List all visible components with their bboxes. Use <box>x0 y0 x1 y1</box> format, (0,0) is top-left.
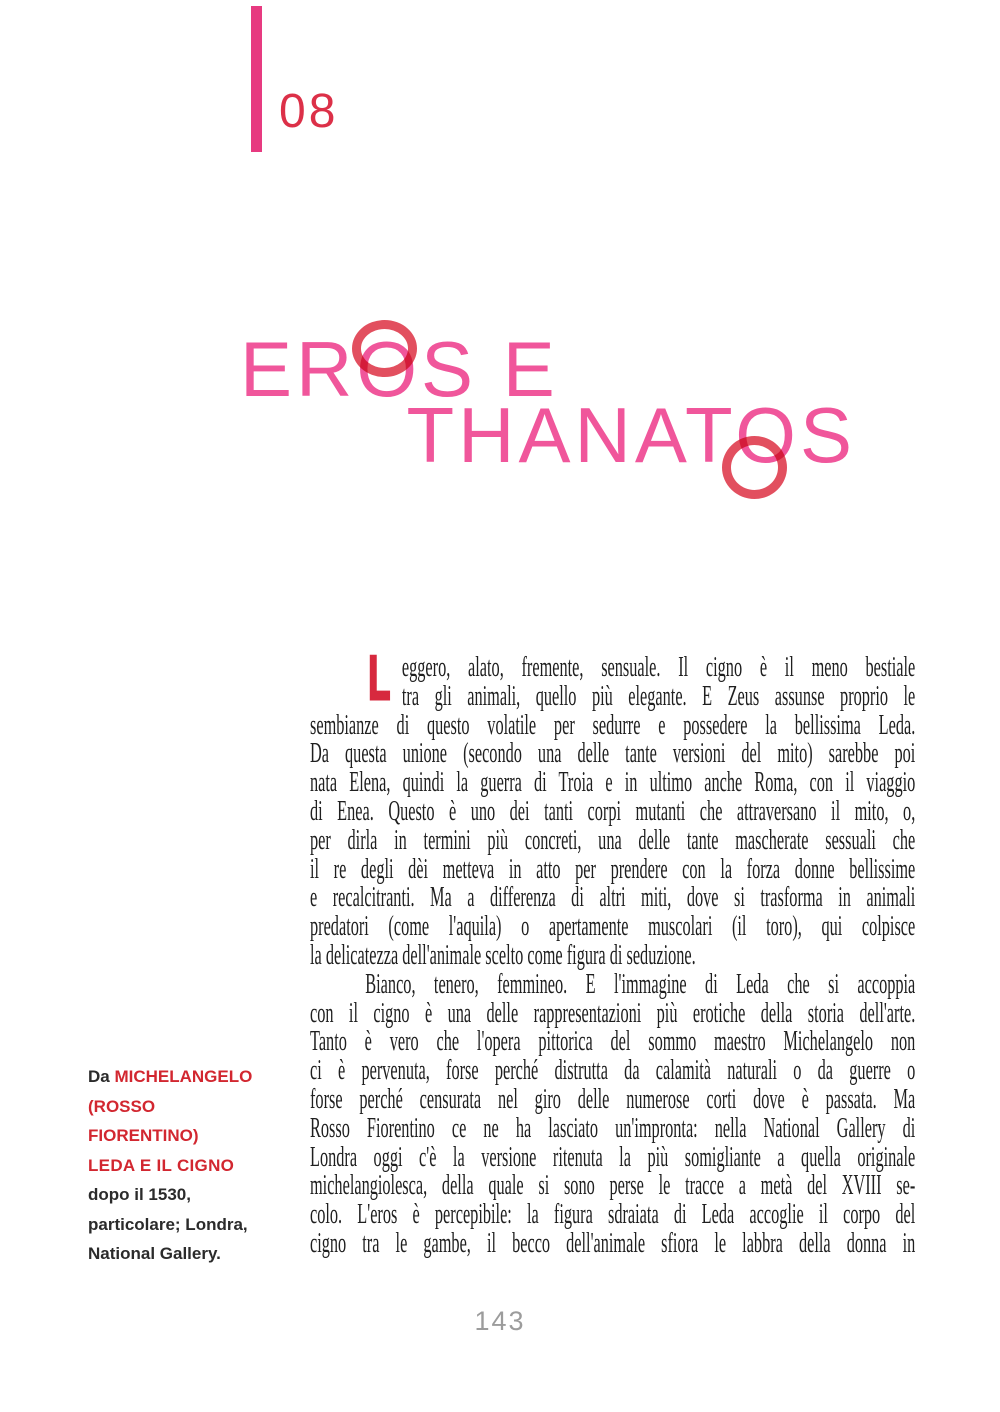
body-text-line: nata Elena, quindi la guerra di Troia e in ultimo anche Roma, con il viaggio <box>310 767 916 799</box>
body-text-line: Londra oggi c'è la versione ritenuta la più somigliante a quella originale <box>310 1141 916 1173</box>
caption-artwork-title: LEDA E IL CIGNO <box>88 1155 235 1175</box>
dropcap-letter: L <box>368 644 391 713</box>
caption-line-artist: FIORENTINO) <box>88 1126 199 1145</box>
body-text-line: Bianco, tenero, femmineo. E l'immagine di Leda che si accoppia <box>365 968 916 1000</box>
body-text-line: tra gli animali, quello più elegante. E Zeus assunse proprio le <box>401 680 916 712</box>
body-text-line: il re degli dèi metteva in atto per prendere con la forza donne bellissime <box>310 853 916 885</box>
artwork-caption <box>88 1062 288 1269</box>
body-text-line: sembianze di questo volatile per sedurre e possedere la bellissima Leda. <box>310 709 916 741</box>
caption-line-artist: Da MICHELANGELO <box>88 1067 253 1086</box>
body-text-line: predatori (come l'aquila) o apertamente muscolari (il toro), qui colpisce <box>310 911 916 943</box>
body-text-line: cigno tra le gambe, il becco dell'animale sfiora le labbra della donna in <box>310 1227 916 1259</box>
caption-line-artist: (ROSSO <box>88 1096 156 1116</box>
body-text-line: ci è pervenuta, forse perché distrutta da calamità naturali o da guerre o <box>310 1055 916 1087</box>
body-text-line: e recalcitranti. Ma a differenza di altri miti, dove si trasforma in animali <box>310 882 916 914</box>
red-ring-ornament-eros <box>352 320 417 377</box>
body-text-line: Rosso Fiorentino ce ne ha lasciato un'impronta: nella National Gallery di <box>310 1112 916 1144</box>
body-text-line: colo. L'eros è percepibile: la figura sdraiata di Leda accoglie il corpo del <box>310 1199 916 1231</box>
caption-detail: National Gallery. <box>88 1244 221 1263</box>
chapter-accent-bar <box>251 6 262 152</box>
caption-detail: dopo il 1530, <box>88 1185 191 1204</box>
page-number: 143 <box>474 1306 526 1336</box>
red-ring-ornament-thanatos <box>722 436 787 499</box>
body-text-column <box>310 644 916 1259</box>
body-text-line: forse perché censurata nel giro delle numerose corti dove è passata. Ma <box>310 1083 916 1115</box>
caption-detail: particolare; Londra, <box>88 1214 248 1234</box>
body-text-line: con il cigno è una delle rappresentazioni più erotiche della storia dell'arte. <box>310 997 916 1029</box>
title-line-2: THANATOS <box>406 391 856 479</box>
body-text-line: Tanto è vero che l'opera pittorica del sommo maestro Michelangelo non <box>310 1026 916 1058</box>
chapter-number: 08 <box>279 85 339 138</box>
body-text-line: di Enea. Questo è uno dei tanti corpi mutanti che attraversano il mito, o, <box>310 795 916 827</box>
page-title <box>240 325 856 479</box>
body-text-line: eggero, alato, fremente, sensuale. Il cigno è il meno bestiale <box>401 652 916 683</box>
body-text-line: per dirla in termini più concreti, una delle tante mascherate sessuali che <box>310 824 916 856</box>
title-line-1: EROS E <box>240 325 559 413</box>
body-text-line: michelangiolesca, della quale si sono perse le tracce a metà del XVIII se- <box>310 1170 916 1202</box>
body-text-line: la delicatezza dell'animale scelto come figura di seduzione. <box>310 939 696 971</box>
body-text-line: Da questa unione (secondo una delle tante versioni del mito) sarebbe poi <box>310 738 916 770</box>
